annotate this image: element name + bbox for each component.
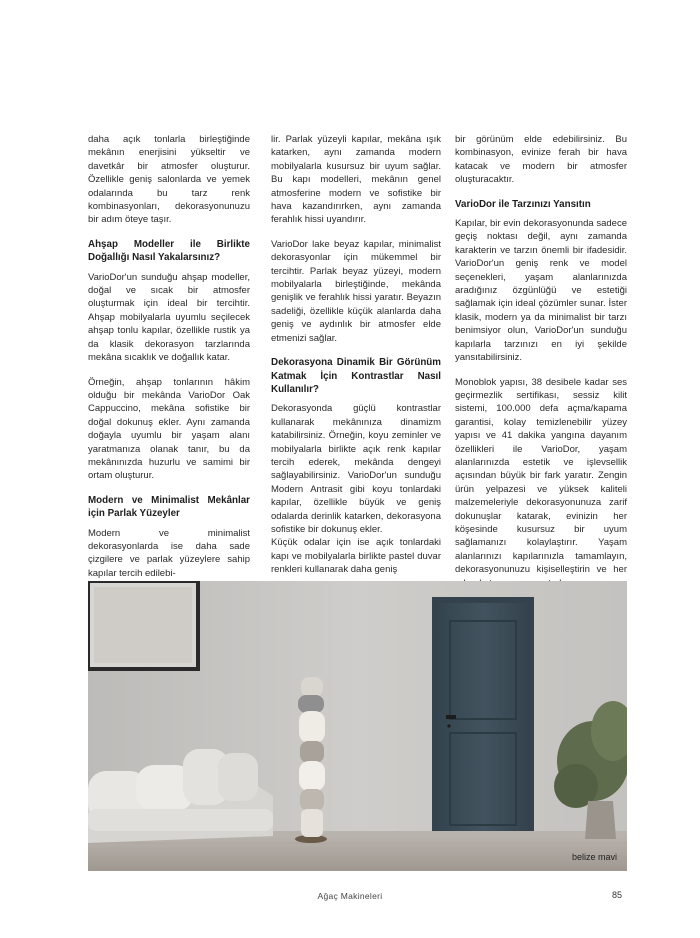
paragraph: Kapılar, bir evin dekorasyonunda sadece geçiş noktası değil, aynı zamanda karakterin ve tarzın önemli bir ifadesidir. VarioDor'un geniş renk ve model seçenekleri, yaşam alanlarınızda aradığınız özgünlüğü ve estetiği sağlamak için ideal çözümler sunar. İster klasik, modern ya da minimalist bir tarzı benimsiyor olun, VarioDor'un sunduğu kapılarla tarzınızı en iyi şekilde yansıtabilirsiniz. [455,218,627,364]
door-handle-icon [446,715,456,719]
text-column-3 [455,133,627,601]
paragraph: daha açık tonlarla birleştiğinde mekânın enerjisini yükseltir ve davetkâr bir atmosfer oluşturur. Özellikle geniş salonlarda ve yemek odalarında bu tarz renk kombinasyonları, dekorasyonunuzu bir adım öteye taşır. [88,134,250,226]
paragraph: lir. Parlak yüzeyli kapılar, mekâna ışık katarken, aynı zamanda modern mobilyalarla kusursuz bir uyum sağlar. Bu kapı modelleri, mekânın genel atmosferine modern ve sofistike bir hava kazandırırken, aynı zamanda ferahlık hissi uyandırır. [271,134,441,226]
page-number: 85 [612,890,623,900]
section-heading: Ahşap Modeller ile Birlikte Doğallığı Nasıl Yakalarsınız? [88,238,250,264]
text-column-1 [88,133,250,591]
paragraph: Küçük odalar için ise açık tonlardaki kapı ve mobilyalarla birlikte pastel duvar renkleri kullanarak daha geniş [271,537,441,576]
paragraph: Örneğin, ahşap tonlarının hâkim olduğu bir mekânda VarioDor Oak Cappuccino, mekâna sofistike bir doğal dokunuş ekler. Aynı zamanda doğayla uyumlu bir yaşam alanı yaratmanıza olanak tanır, bu da mekânınızda huzurlu ve samimi bir ortam oluşturur. [88,376,250,482]
paragraph: Dekorasyonda güçlü kontrastlar kullanarak mekânınıza dinamizm katabilirsiniz. Örneğin, koyu zeminler ve mobilyalarla birlikte açık renk kapılar tercih ederek, mekânda dengeyi sağlayabilirsiniz. VarioDor'un sunduğu Modern Antrasit gibi koyu tonlardaki kapılar, özellikle büyük ve geniş odalarda derinlik katarken, dekorasyona sofistike bir dokunuş ekler. [271,403,441,535]
paragraph: bir görünüm elde edebilirsiniz. Bu kombinasyon, evinize ferah bir hava katacak ve modern bir atmosfer oluşturacaktır. [455,134,627,186]
footer-magazine-title: Ağaç Makineleri [317,891,383,901]
paragraph: VarioDor lake beyaz kapılar, minimalist dekorasyonlar için mükemmel bir tercihtir. Parlak beyaz yüzeyi, modern mobilyalarla birleştiğinde, mekânda genişlik ve ferahlık hissi yaratır. Beyazın sadeliği, özellikle küçük alanlarda daha geniş ve aydınlık bir atmosfer elde etmenizi sağlar. [271,238,441,344]
text-column-2 [271,133,441,588]
room-illustration [88,581,627,871]
section-heading: Dekorasyona Dinamik Bir Görünüm Katmak İçin Kontrastlar Nasıl Kullanılır? [271,357,441,395]
section-heading: Modern ve Minimalist Mekânlar için Parlak Yüzeyler [88,494,250,520]
paragraph: Monoblok yapısı, 38 desibele kadar ses geçirmezlik sertifikası, sessiz kilit sistemi, 100.000 defa açma/kapama garantisi, kolay temizlenebilir yüzey yapısı ve 41 dakika yangına dayanım özellikleri ile VarioDor, yaşam alanlarınızda estetik ve işlevsellik açısından büyük bir fark yaratır. Zengin ürün yelpazesi ve yüksek kaliteli malzemeleriyle dekorasyonunuza zarif dokunuşlar katarak, evinizin her köşesinde kusursuz bir uyum sağlamanızı kolaylaştırır. Yaşam alanlarınızı kapılarınızla tamamlayın, dekorasyonunuzu kişiselleştirin ve her [455,376,627,576]
photo-caption: belize mavi [571,852,617,862]
paragraph: VarioDor'un sunduğu ahşap modeller, doğal ve sıcak bir atmosfer oluşturmak için ideal bir tercihtir. Ahşap mobilyalarla uyumlu seçilecek ahşap tonlu kapılar, özellikle rustik ya da klasik dekorasyon tarzlarında mekâna sıcaklık ve doğallık katar. [88,271,250,364]
interior-photo [88,581,627,871]
section-heading: VarioDor ile Tarzınızı Yansıtın [455,198,591,210]
paragraph: Modern ve minimalist dekorasyonlarda ise daha sade çizgilere ve parlak yüzeylere sahip kapılar tercih edilebi- [88,527,250,579]
